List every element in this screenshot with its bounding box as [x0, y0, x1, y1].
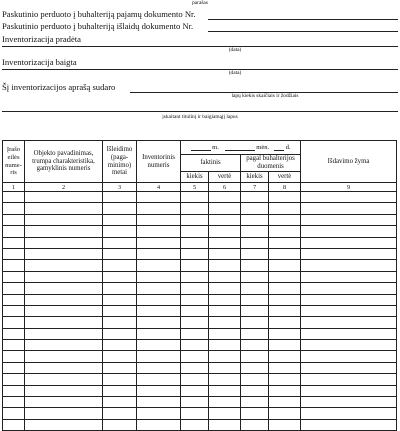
- pages-label: Šį inventorizacijos aprašą sudaro: [2, 82, 116, 92]
- table-cell[interactable]: [103, 192, 137, 203]
- table-row: [3, 362, 397, 373]
- table-cell[interactable]: [301, 283, 397, 294]
- period-day-blank[interactable]: [274, 144, 284, 151]
- table-cell[interactable]: [301, 362, 397, 373]
- table-cell[interactable]: [181, 305, 209, 316]
- table-row: [3, 283, 397, 294]
- table-cell[interactable]: [209, 397, 241, 408]
- table-cell[interactable]: [269, 237, 301, 248]
- table-cell[interactable]: [181, 328, 209, 339]
- expense-document-line[interactable]: [208, 31, 398, 32]
- table-cell[interactable]: [209, 271, 241, 282]
- table-cell[interactable]: [3, 397, 25, 408]
- header-object-name: Objekto pavadinimas, trumpa charakteristika, gamyklinis numeris: [25, 141, 103, 183]
- table-cell[interactable]: [137, 408, 181, 419]
- table-cell[interactable]: [25, 340, 103, 351]
- table-cell[interactable]: [137, 214, 181, 225]
- header-inventory-number: Inventorinis numeris: [137, 141, 181, 183]
- header-issue-mark: Išdavimo žyma: [301, 141, 397, 183]
- header-actual-quantity: kiekis: [181, 172, 209, 183]
- inventory-started-label: Inventorizacija pradėta: [2, 34, 81, 44]
- table-cell[interactable]: [3, 374, 25, 385]
- table-cell[interactable]: [209, 328, 241, 339]
- table-cell[interactable]: [209, 362, 241, 373]
- table-cell[interactable]: [269, 374, 301, 385]
- table-cell[interactable]: [209, 283, 241, 294]
- table-row: [3, 192, 397, 203]
- table-cell[interactable]: [103, 226, 137, 237]
- table-cell[interactable]: [209, 203, 241, 214]
- table-cell[interactable]: [241, 328, 269, 339]
- table-cell[interactable]: [181, 340, 209, 351]
- table-cell[interactable]: [269, 294, 301, 305]
- table-cell[interactable]: [3, 203, 25, 214]
- table-cell[interactable]: [301, 271, 397, 282]
- table-cell[interactable]: [181, 374, 209, 385]
- table-cell[interactable]: [137, 419, 181, 430]
- header-row-number: Įrašo eilės nume-ris: [3, 141, 25, 183]
- table-cell[interactable]: [181, 283, 209, 294]
- table-cell[interactable]: [209, 260, 241, 271]
- finished-date-caption: (data): [228, 70, 242, 76]
- table-row: [3, 271, 397, 282]
- table-cell[interactable]: [209, 248, 241, 259]
- table-cell[interactable]: [269, 203, 301, 214]
- table-cell[interactable]: [3, 226, 25, 237]
- table-cell[interactable]: [137, 385, 181, 396]
- table-cell[interactable]: [269, 351, 301, 362]
- table-cell[interactable]: [137, 317, 181, 328]
- table-cell[interactable]: [103, 283, 137, 294]
- table-cell[interactable]: [301, 226, 397, 237]
- table-cell[interactable]: [301, 203, 397, 214]
- table-cell[interactable]: [241, 362, 269, 373]
- title-page-caption: įskaitant titulinį ir baigiamąjį lapus: [162, 114, 238, 120]
- expense-document-label: Paskutinio perduoto į buhalteriją išlaidų dokumento Nr.: [2, 21, 194, 31]
- table-row: [3, 214, 397, 225]
- table-row: [3, 328, 397, 339]
- table-cell[interactable]: [103, 351, 137, 362]
- table-row: [3, 374, 397, 385]
- header-by-accounting: pagal buhalterijos duomenis: [241, 155, 301, 172]
- table-cell[interactable]: [25, 271, 103, 282]
- table-cell[interactable]: [25, 351, 103, 362]
- table-cell[interactable]: [301, 419, 397, 430]
- table-cell[interactable]: [25, 374, 103, 385]
- table-cell[interactable]: [25, 226, 103, 237]
- table-cell[interactable]: [269, 362, 301, 373]
- table-cell[interactable]: [241, 214, 269, 225]
- table-cell[interactable]: [241, 374, 269, 385]
- table-cell[interactable]: [301, 328, 397, 339]
- table-cell[interactable]: [137, 305, 181, 316]
- table-cell[interactable]: [25, 294, 103, 305]
- table-cell[interactable]: [181, 351, 209, 362]
- table-cell[interactable]: [3, 328, 25, 339]
- table-cell[interactable]: [301, 340, 397, 351]
- table-cell[interactable]: [209, 340, 241, 351]
- table-cell[interactable]: [181, 271, 209, 282]
- table-cell[interactable]: [25, 237, 103, 248]
- pages-line-2[interactable]: [2, 111, 398, 112]
- table-cell[interactable]: [209, 294, 241, 305]
- table-cell[interactable]: [301, 260, 397, 271]
- table-cell[interactable]: [137, 192, 181, 203]
- table-row: [3, 305, 397, 316]
- table-cell[interactable]: [241, 226, 269, 237]
- table-cell[interactable]: [301, 237, 397, 248]
- table-cell[interactable]: [3, 237, 25, 248]
- table-cell[interactable]: [3, 283, 25, 294]
- table-cell[interactable]: [209, 408, 241, 419]
- table-cell[interactable]: [209, 419, 241, 430]
- table-cell[interactable]: [25, 192, 103, 203]
- started-date-caption: (data): [228, 47, 242, 53]
- table-cell[interactable]: [269, 397, 301, 408]
- table-cell[interactable]: [241, 294, 269, 305]
- table-cell[interactable]: [103, 203, 137, 214]
- inventory-started-line[interactable]: [2, 46, 398, 47]
- table-cell[interactable]: [241, 203, 269, 214]
- table-cell[interactable]: [269, 328, 301, 339]
- table-cell[interactable]: [301, 214, 397, 225]
- table-cell[interactable]: [241, 351, 269, 362]
- table-cell[interactable]: [3, 317, 25, 328]
- column-number: 3: [103, 183, 137, 192]
- table-cell[interactable]: [103, 419, 137, 430]
- table-cell[interactable]: [301, 408, 397, 419]
- table-cell[interactable]: [301, 397, 397, 408]
- table-cell[interactable]: [181, 214, 209, 225]
- table-row: [3, 351, 397, 362]
- column-number: 8: [269, 183, 301, 192]
- table-cell[interactable]: [103, 340, 137, 351]
- table-cell[interactable]: [241, 248, 269, 259]
- table-cell[interactable]: [3, 362, 25, 373]
- header-actual: faktinis: [181, 155, 241, 172]
- table-cell[interactable]: [25, 317, 103, 328]
- table-cell[interactable]: [241, 305, 269, 316]
- table-cell[interactable]: [241, 192, 269, 203]
- table-cell[interactable]: [137, 226, 181, 237]
- table-cell[interactable]: [137, 340, 181, 351]
- table-cell[interactable]: [137, 260, 181, 271]
- table-cell[interactable]: [269, 419, 301, 430]
- table-row: [3, 317, 397, 328]
- table-cell[interactable]: [269, 260, 301, 271]
- column-number: 6: [209, 183, 241, 192]
- table-cell[interactable]: [181, 408, 209, 419]
- table-cell[interactable]: [103, 248, 137, 259]
- table-cell[interactable]: [241, 340, 269, 351]
- column-number: 7: [241, 183, 269, 192]
- table-cell[interactable]: [269, 305, 301, 316]
- table-cell[interactable]: [241, 271, 269, 282]
- column-number: 5: [181, 183, 209, 192]
- table-cell[interactable]: [269, 226, 301, 237]
- table-cell[interactable]: [25, 419, 103, 430]
- period-year-suffix: m.: [212, 143, 219, 151]
- table-cell[interactable]: [3, 419, 25, 430]
- table-cell[interactable]: [301, 192, 397, 203]
- table-cell[interactable]: [137, 351, 181, 362]
- table-cell[interactable]: [25, 305, 103, 316]
- table-cell[interactable]: [137, 283, 181, 294]
- header-actual-value: vertė: [209, 172, 241, 183]
- table-cell[interactable]: [3, 260, 25, 271]
- table-row: [3, 226, 397, 237]
- table-cell[interactable]: [3, 408, 25, 419]
- table-cell[interactable]: [209, 374, 241, 385]
- table-cell[interactable]: [181, 237, 209, 248]
- table-cell[interactable]: [269, 192, 301, 203]
- table-cell[interactable]: [269, 408, 301, 419]
- table-cell[interactable]: [103, 305, 137, 316]
- table-cell[interactable]: [3, 305, 25, 316]
- table-cell[interactable]: [103, 385, 137, 396]
- table-cell[interactable]: [181, 260, 209, 271]
- table-cell[interactable]: [137, 362, 181, 373]
- table-row: [3, 203, 397, 214]
- header-production-year: Išleidimo (paga-minimo) metai: [103, 141, 137, 183]
- pages-caption: lapų kiekis skaičiais ir žodžiais: [231, 93, 299, 99]
- table-cell[interactable]: [3, 294, 25, 305]
- table-cell[interactable]: [269, 283, 301, 294]
- table-cell[interactable]: [209, 226, 241, 237]
- table-cell[interactable]: [103, 237, 137, 248]
- table-cell[interactable]: [25, 328, 103, 339]
- table-cell[interactable]: [181, 203, 209, 214]
- table-cell[interactable]: [209, 317, 241, 328]
- table-row: [3, 260, 397, 271]
- table-cell[interactable]: [25, 397, 103, 408]
- table-cell[interactable]: [25, 385, 103, 396]
- column-number: 2: [25, 183, 103, 192]
- table-cell[interactable]: [103, 397, 137, 408]
- header-period: [181, 141, 301, 155]
- table-cell[interactable]: [241, 419, 269, 430]
- table-cell[interactable]: [103, 271, 137, 282]
- income-document-line[interactable]: [208, 19, 398, 20]
- table-cell[interactable]: [181, 385, 209, 396]
- period-day-suffix: d.: [285, 143, 291, 151]
- table-cell[interactable]: [25, 362, 103, 373]
- table-row: [3, 248, 397, 259]
- table-row: [3, 419, 397, 430]
- column-number: 1: [3, 183, 25, 192]
- table-cell[interactable]: [137, 248, 181, 259]
- table-cell[interactable]: [241, 260, 269, 271]
- table-cell[interactable]: [269, 214, 301, 225]
- period-month-blank[interactable]: [225, 144, 255, 151]
- table-row: [3, 385, 397, 396]
- table-cell[interactable]: [137, 271, 181, 282]
- table-cell[interactable]: [181, 192, 209, 203]
- table-cell[interactable]: [301, 351, 397, 362]
- table-cell[interactable]: [209, 385, 241, 396]
- inventory-table: [2, 140, 397, 431]
- table-cell[interactable]: [3, 214, 25, 225]
- table-cell[interactable]: [25, 214, 103, 225]
- table-cell[interactable]: [3, 271, 25, 282]
- header-accounting-quantity: kiekis: [241, 172, 269, 183]
- table-cell[interactable]: [269, 385, 301, 396]
- table-cell[interactable]: [137, 294, 181, 305]
- table-cell[interactable]: [103, 214, 137, 225]
- table-cell[interactable]: [241, 397, 269, 408]
- table-cell[interactable]: [103, 374, 137, 385]
- table-cell[interactable]: [301, 305, 397, 316]
- header-accounting-value: vertė: [269, 172, 301, 183]
- table-cell[interactable]: [103, 362, 137, 373]
- table-cell[interactable]: [25, 260, 103, 271]
- table-cell[interactable]: [103, 260, 137, 271]
- table-cell[interactable]: [3, 385, 25, 396]
- table-cell[interactable]: [137, 203, 181, 214]
- table-cell[interactable]: [241, 408, 269, 419]
- table-cell[interactable]: [181, 397, 209, 408]
- table-row: [3, 397, 397, 408]
- table-row: [3, 237, 397, 248]
- table-cell[interactable]: [3, 248, 25, 259]
- table-cell[interactable]: [209, 351, 241, 362]
- period-month-suffix: mėn.: [256, 143, 270, 151]
- inventory-table-body: [3, 192, 397, 431]
- table-cell[interactable]: [137, 237, 181, 248]
- inventory-finished-line[interactable]: [2, 69, 398, 70]
- table-cell[interactable]: [241, 385, 269, 396]
- table-cell[interactable]: [103, 408, 137, 419]
- inventory-finished-label: Inventorizacija baigta: [2, 57, 77, 67]
- table-row: [3, 408, 397, 419]
- table-cell[interactable]: [137, 374, 181, 385]
- table-cell[interactable]: [181, 294, 209, 305]
- table-cell[interactable]: [3, 351, 25, 362]
- table-cell[interactable]: [181, 317, 209, 328]
- table-cell[interactable]: [209, 214, 241, 225]
- table-cell[interactable]: [103, 294, 137, 305]
- table-cell[interactable]: [181, 362, 209, 373]
- table-row: [3, 340, 397, 351]
- signature-caption: parašas: [192, 0, 208, 6]
- table-cell[interactable]: [3, 192, 25, 203]
- table-cell[interactable]: [25, 283, 103, 294]
- table-cell[interactable]: [241, 317, 269, 328]
- table-cell[interactable]: [301, 248, 397, 259]
- table-cell[interactable]: [269, 317, 301, 328]
- table-cell[interactable]: [269, 248, 301, 259]
- table-cell[interactable]: [301, 385, 397, 396]
- table-cell[interactable]: [301, 317, 397, 328]
- table-cell[interactable]: [25, 248, 103, 259]
- table-cell[interactable]: [209, 192, 241, 203]
- table-cell[interactable]: [3, 340, 25, 351]
- table-cell[interactable]: [301, 374, 397, 385]
- table-cell[interactable]: [25, 408, 103, 419]
- table-cell[interactable]: [103, 317, 137, 328]
- period-year-blank[interactable]: [191, 144, 211, 151]
- column-number: 4: [137, 183, 181, 192]
- table-cell[interactable]: [181, 226, 209, 237]
- table-cell[interactable]: [209, 237, 241, 248]
- table-cell[interactable]: [137, 328, 181, 339]
- table-cell[interactable]: [269, 340, 301, 351]
- table-cell[interactable]: [209, 305, 241, 316]
- table-row: [3, 294, 397, 305]
- table-cell[interactable]: [181, 248, 209, 259]
- table-cell[interactable]: [269, 271, 301, 282]
- table-cell[interactable]: [301, 294, 397, 305]
- table-cell[interactable]: [137, 397, 181, 408]
- table-cell[interactable]: [25, 203, 103, 214]
- income-document-label: Paskutinio perduoto į buhalteriją pajamų dokumento Nr.: [2, 9, 196, 19]
- column-number: 9: [301, 183, 397, 192]
- table-cell[interactable]: [241, 283, 269, 294]
- table-cell[interactable]: [103, 328, 137, 339]
- table-cell[interactable]: [181, 419, 209, 430]
- table-cell[interactable]: [241, 237, 269, 248]
